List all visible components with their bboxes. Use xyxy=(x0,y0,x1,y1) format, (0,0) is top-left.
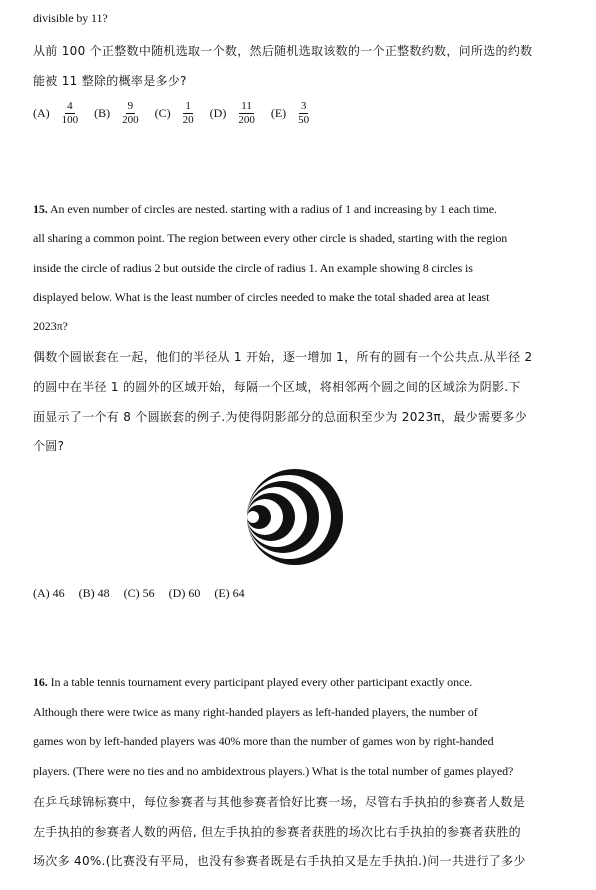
fraction xyxy=(60,100,81,127)
q16-en-line-1 xyxy=(33,675,472,690)
q14-tail: divisible by 11? xyxy=(33,11,108,25)
q16-zh-line-3: 场次多 40%.(比赛没有平局，也没有参赛者既是右手执拍又是左手执拍.)问一共进行了多少 xyxy=(33,854,526,868)
fraction xyxy=(120,100,141,127)
q15-en-text-1: An even number of circles are nested. starting with a radius of 1 and increasing by 1 each time. xyxy=(49,202,497,216)
denominator: 200 xyxy=(122,114,139,126)
q14-options xyxy=(33,100,311,127)
denominator: 50 xyxy=(298,114,310,126)
q15-choices xyxy=(33,586,245,601)
numerator: 1 xyxy=(185,100,191,112)
numerator: 4 xyxy=(67,100,73,112)
option-label: (D) xyxy=(209,106,227,120)
q16-zh-line-2: 左手执拍的参赛者人数的两倍, 但左手执拍的参赛者获胜的场次比右手执拍的参赛者获胜的 xyxy=(33,825,521,839)
fraction xyxy=(181,100,196,127)
q15-choice-c: (C) 56 xyxy=(123,586,155,600)
numerator: 11 xyxy=(241,100,252,112)
question-number: 15. xyxy=(33,202,48,216)
q15-en-line-5: 2023π? xyxy=(33,319,68,333)
q14-zh-line-2: 能被 11 整除的概率是多少? xyxy=(33,74,187,88)
q15-en-line-3: inside the circle of radius 2 but outside the circle of radius 1. An example showing 8 circles is xyxy=(33,261,473,275)
option-label: (A) xyxy=(33,106,50,120)
q14-option-e xyxy=(271,100,311,127)
option-label: (E) xyxy=(270,106,287,120)
numerator: 9 xyxy=(127,100,134,112)
figure-rings xyxy=(247,469,343,565)
denominator: 20 xyxy=(182,114,194,126)
q14-option-c xyxy=(155,100,196,127)
option-label: (B) xyxy=(94,106,111,120)
q16-zh-line-1: 在乒乓球锦标赛中，每位参赛者与其他参赛者恰好比赛一场，尽管右手执拍的参赛者人数是 xyxy=(33,795,526,809)
denominator: 200 xyxy=(238,114,255,126)
q15-zh-line-4: 个圆? xyxy=(33,439,65,453)
q14-option-b xyxy=(94,100,141,127)
circle-radius-1 xyxy=(247,511,259,523)
nested-circles-figure xyxy=(241,461,349,573)
q15-choice-b: (B) 48 xyxy=(78,586,110,600)
q15-zh-line-3: 面显示了一个有 8 个圆嵌套的例子.为使得阴影部分的总面积至少为 2023π，最少需要多少 xyxy=(33,410,528,424)
denominator: 100 xyxy=(61,114,79,126)
q14-zh-line-1: 从前 100 个正整数中随机选取一个数，然后随机选取该数的一个正整数约数，问所选的约数 xyxy=(33,44,533,58)
numerator: 3 xyxy=(300,100,307,112)
q15-en-line-1 xyxy=(33,202,497,217)
q14-option-a xyxy=(33,100,80,127)
option-label: (C) xyxy=(154,106,171,120)
q16-en-line-3: games won by left-handed players was 40% more than the number of games won by right-handed xyxy=(33,734,494,748)
fraction xyxy=(236,100,257,127)
q16-en-text-1: In a table tennis tournament every participant played every other participant exactly once. xyxy=(50,675,473,689)
q15-en-line-2: all sharing a common point. The region between every other circle is shaded, starting with the region xyxy=(33,231,508,245)
q15-choice-a: (A) 46 xyxy=(33,586,65,600)
q15-zh-line-2: 的圆中在半径 1 的圆外的区域开始，每隔一个区域，将相邻两个圆之间的区域涂为阴影.下 xyxy=(33,380,521,394)
q15-choice-e: (E) 64 xyxy=(214,586,245,600)
q15-choice-d: (D) 60 xyxy=(168,586,201,600)
fraction xyxy=(296,100,311,127)
q16-en-line-2: Although there were twice as many right-handed players as left-handed players, the number of xyxy=(33,705,478,719)
question-number: 16. xyxy=(33,675,48,689)
q15-en-line-4: displayed below. What is the least number of circles needed to make the total shaded area at least xyxy=(33,290,490,304)
q14-option-d xyxy=(210,100,257,127)
q16-en-line-4: players. (There were no ties and no ambidextrous players.) What is the total number of games played? xyxy=(33,764,514,778)
q15-zh-line-1: 偶数个圆嵌套在一起，他们的半径从 1 开始，逐一增加 1，所有的圆有一个公共点.从半径 2 xyxy=(33,350,533,364)
